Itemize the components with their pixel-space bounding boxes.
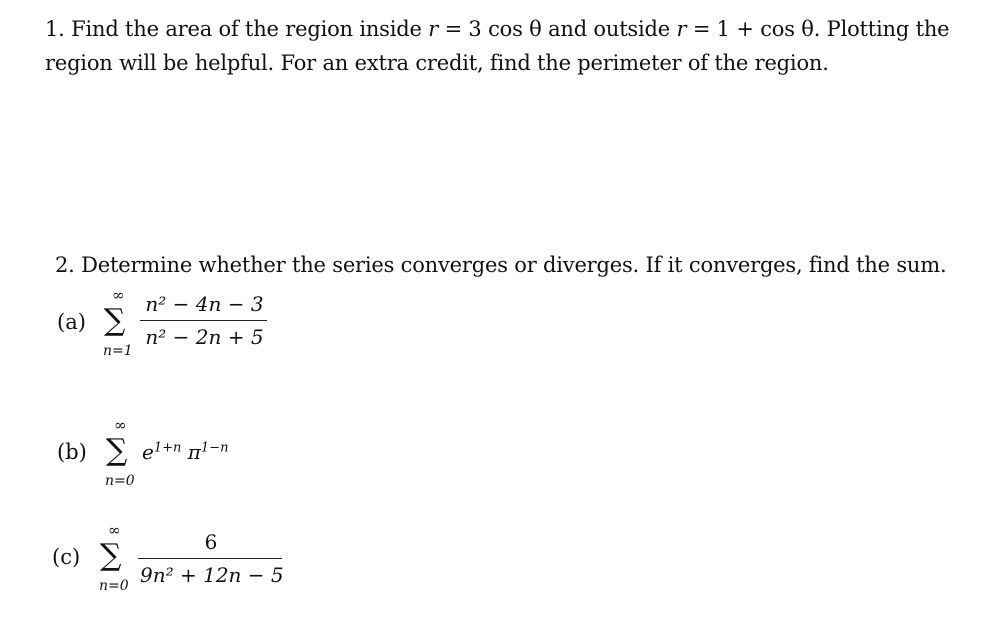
sum-lower-limit: n=0 <box>99 578 129 594</box>
problem-1-text-c: Plotting the region will be helpful. For an extra credit, find the perimeter of the region. <box>45 17 950 75</box>
part-a-label: (a) <box>57 310 86 334</box>
problem-1-number: 1. <box>45 17 65 41</box>
problem-1-text-a: Find the area of the region inside <box>71 17 422 41</box>
sum-lower-limit: n=1 <box>103 343 133 359</box>
fraction-denominator: 9n² + 12n − 5 <box>140 563 284 587</box>
term-exponent-pi: 1−n <box>200 440 229 456</box>
problem-1 <box>45 12 985 80</box>
fraction-denominator: n² − 2n + 5 <box>145 325 264 349</box>
sum-lower-limit: n=0 <box>105 473 135 489</box>
term-exponent-e: 1+n <box>153 440 182 456</box>
summation-sign: ∑ <box>104 303 126 338</box>
variable-r: r <box>676 17 687 41</box>
summation-sign: ∑ <box>106 433 128 468</box>
fraction-bar <box>140 320 267 321</box>
fraction-numerator: n² − 4n − 3 <box>145 292 264 316</box>
series-term <box>142 440 228 464</box>
variable-r: r <box>428 17 439 41</box>
summation-sign: ∑ <box>100 538 122 573</box>
part-c-label: (c) <box>52 545 81 569</box>
equation-inner-curve: = 3 cos θ <box>444 17 542 41</box>
term-base-e: e <box>142 440 154 464</box>
term-base-pi: π <box>187 440 201 464</box>
problem-1-text-b: and outside <box>548 17 670 41</box>
fraction-numerator: 6 <box>204 530 218 554</box>
sum-upper-limit: ∞ <box>108 521 121 539</box>
equation-outer-curve: = 1 + cos θ. <box>692 17 821 41</box>
sum-upper-limit: ∞ <box>114 416 127 434</box>
part-b-label: (b) <box>57 440 87 464</box>
sum-upper-limit: ∞ <box>112 286 125 304</box>
problem-2-prompt: 2. Determine whether the series converges or diverges. If it converges, find the sum. <box>55 253 947 277</box>
fraction-bar <box>138 558 282 559</box>
